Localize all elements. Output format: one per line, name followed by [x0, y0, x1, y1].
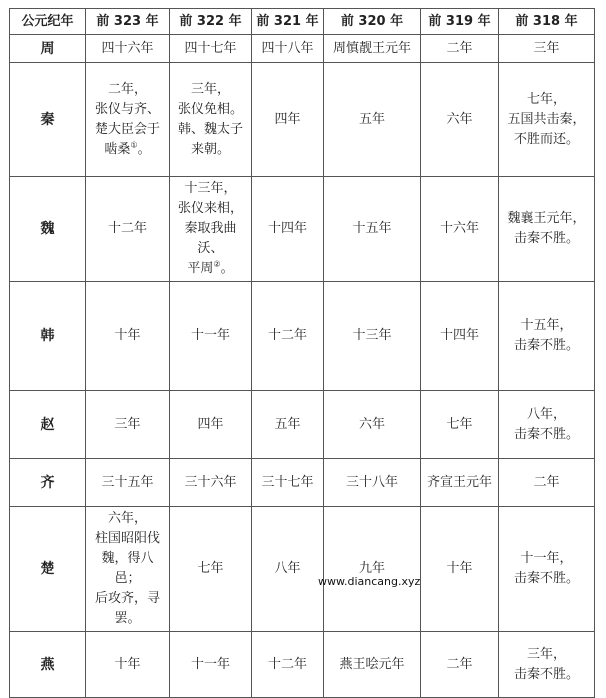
table-cell: 四年 [170, 391, 252, 459]
table-cell: 齐宣王元年 [421, 459, 499, 507]
table-cell: 十二年 [252, 632, 324, 698]
header-row [10, 9, 595, 35]
table-row [10, 177, 595, 282]
header-year: 前 323 年 [86, 9, 170, 35]
table-cell: 十五年 [324, 177, 421, 282]
footnote-marker: ① [130, 140, 138, 150]
table-cell: 魏襄王元年， 击秦不胜。 [499, 177, 595, 282]
chronology-table [9, 8, 595, 698]
table-cell: 七年 [170, 507, 252, 632]
state-label: 赵 [10, 391, 86, 459]
table-cell: 三十八年 [324, 459, 421, 507]
header-year: 前 318 年 [499, 9, 595, 35]
header-corner: 公元纪年 [10, 9, 86, 35]
table-cell: 四十六年 [86, 35, 170, 63]
watermark-text: www.diancang.xyz [318, 575, 421, 588]
state-label: 楚 [10, 507, 86, 632]
table-cell: 三十六年 [170, 459, 252, 507]
table-cell: 十年 [421, 507, 499, 632]
table-cell: 七年 [421, 391, 499, 459]
table-cell: 四年 [252, 63, 324, 177]
table-cell: 二年 [421, 35, 499, 63]
table-cell: 二年， 张仪与齐、 楚大臣会于 啮桑①。 [86, 63, 170, 177]
table-row [10, 63, 595, 177]
table-cell: 十六年 [421, 177, 499, 282]
table-cell: 十三年 [324, 282, 421, 391]
table-cell: 四十七年 [170, 35, 252, 63]
header-year: 前 321 年 [252, 9, 324, 35]
table-row [10, 282, 595, 391]
header-year: 前 319 年 [421, 9, 499, 35]
table-cell: 十四年 [421, 282, 499, 391]
table-cell: 十一年 [170, 282, 252, 391]
table-cell: 四十八年 [252, 35, 324, 63]
cell-text: 十三年， 张仪来相， 秦取我曲沃、 平周 [177, 181, 243, 276]
state-label: 周 [10, 35, 86, 63]
footnote-marker: ② [213, 259, 221, 269]
table-cell: 十二年 [86, 177, 170, 282]
table-cell: 三年， 击秦不胜。 [499, 632, 595, 698]
table-cell: 六年 [421, 63, 499, 177]
cell-text: 二年， 张仪与齐、 楚大臣会于 啮桑 [94, 81, 160, 157]
table-cell: 三年， 张仪免相。 韩、魏太子 来朝。 [170, 63, 252, 177]
table-cell: 周慎靓王元年 [324, 35, 421, 63]
table-cell: 十年 [86, 282, 170, 391]
state-label: 齐 [10, 459, 86, 507]
table-cell: 燕王哙元年 [324, 632, 421, 698]
table-cell: 八年 [252, 507, 324, 632]
table-cell: 七年， 五国共击秦， 不胜而还。 [499, 63, 595, 177]
table-cell: 三十五年 [86, 459, 170, 507]
table-cell: 五年 [252, 391, 324, 459]
header-year: 前 320 年 [324, 9, 421, 35]
table-cell: 九年 [324, 507, 421, 632]
state-label: 秦 [10, 63, 86, 177]
table-cell: 三十七年 [252, 459, 324, 507]
table-row [10, 391, 595, 459]
state-label: 魏 [10, 177, 86, 282]
table-row [10, 35, 595, 63]
state-label: 韩 [10, 282, 86, 391]
table-cell: 二年 [421, 632, 499, 698]
table-row [10, 459, 595, 507]
state-label: 燕 [10, 632, 86, 698]
header-year: 前 322 年 [170, 9, 252, 35]
table-cell: 二年 [499, 459, 595, 507]
table-cell: 五年 [324, 63, 421, 177]
table-cell: 六年 [324, 391, 421, 459]
table-cell: 十二年 [252, 282, 324, 391]
table-row [10, 507, 595, 632]
table-cell: 十年 [86, 632, 170, 698]
table-cell: 三年 [86, 391, 170, 459]
table-cell: 三年 [499, 35, 595, 63]
table-cell: 十五年， 击秦不胜。 [499, 282, 595, 391]
table-cell: 十三年， 张仪来相， 秦取我曲沃、 平周②。 [170, 177, 252, 282]
table-cell: 十一年， 击秦不胜。 [499, 507, 595, 632]
table-cell: 八年， 击秦不胜。 [499, 391, 595, 459]
table-cell: 十四年 [252, 177, 324, 282]
table-cell: 十一年 [170, 632, 252, 698]
table-cell: 六年， 柱国昭阳伐 魏，得八邑； 后攻齐，寻罢。 [86, 507, 170, 632]
table-row [10, 632, 595, 698]
